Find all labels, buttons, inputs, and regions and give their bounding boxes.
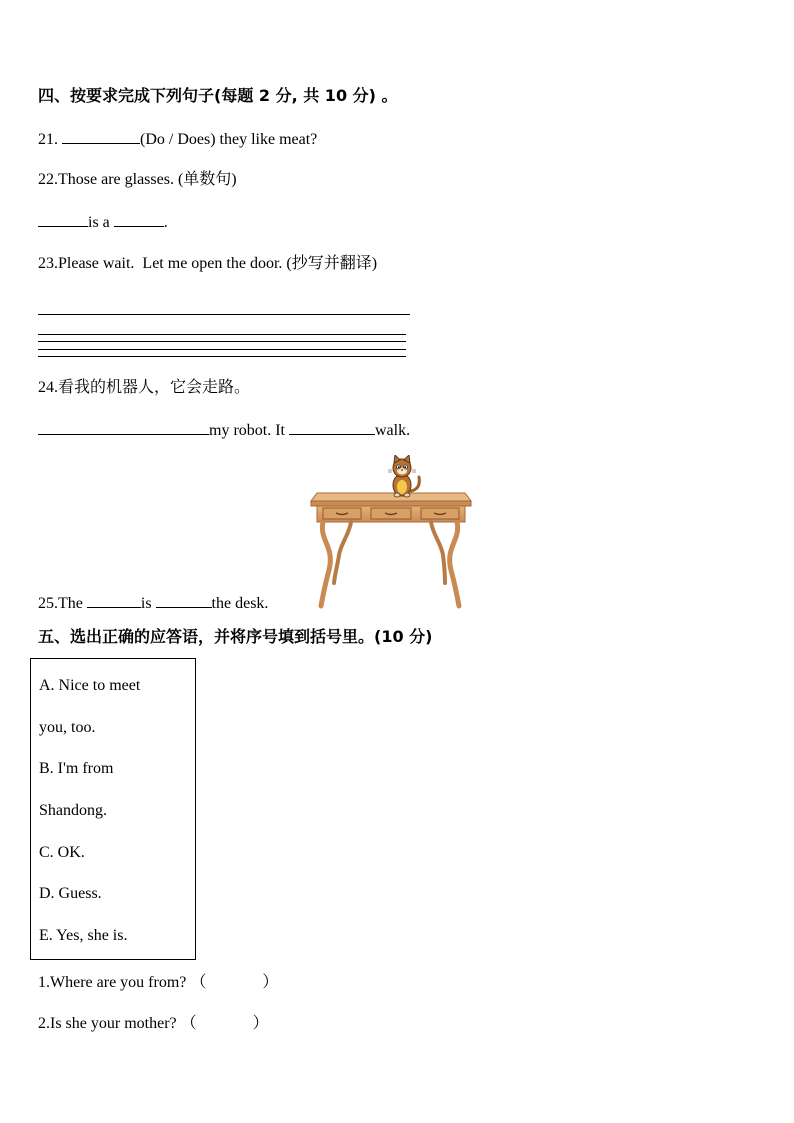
dialogue-question-1	[38, 973, 278, 993]
question-23-prompt: 23.Please wait. Let me open the door. (抄写并翻译)	[38, 255, 378, 272]
answer-blank[interactable]	[62, 129, 140, 144]
question-22-part2: .	[163, 214, 168, 231]
question-21-text: (Do / Does) they like meat?	[140, 131, 318, 148]
question-24-part2: walk.	[375, 422, 411, 439]
answer-blank[interactable]	[38, 420, 209, 435]
translation-line[interactable]	[38, 356, 406, 357]
answer-paren-open: （	[180, 1015, 197, 1032]
copy-line[interactable]	[38, 314, 410, 315]
cat-on-desk-illustration	[305, 455, 475, 610]
question-22-prompt: 22.Those are glasses. (单数句)	[38, 171, 237, 188]
question-24-part1: my robot. It	[209, 422, 285, 439]
dialogue-question-2	[38, 1014, 269, 1034]
dialogue-question-1-text: 1.Where are you from?	[38, 974, 187, 991]
question-25-part2: is	[140, 595, 152, 612]
option-e: E. Yes, she is.	[39, 927, 128, 944]
option-a-line2: you, too.	[39, 719, 96, 736]
question-21	[38, 129, 317, 150]
question-24-prompt: 24.看我的机器人，它会走路。	[38, 379, 251, 396]
answer-paren-close: ）	[252, 1015, 269, 1032]
translation-line[interactable]	[38, 349, 406, 350]
question-25-part3: the desk.	[211, 595, 269, 612]
answer-blank[interactable]	[38, 212, 88, 227]
question-22-answer	[38, 212, 168, 233]
option-b-line1: B. I'm from	[39, 760, 114, 777]
question-25-part1: 25.The	[38, 595, 83, 612]
answer-blank[interactable]	[289, 420, 375, 435]
answer-paren-open: （	[190, 974, 207, 991]
translation-line[interactable]	[38, 341, 406, 342]
question-22-part1: is a	[88, 214, 110, 231]
answer-blank[interactable]	[114, 212, 164, 227]
desk-icon	[311, 493, 471, 606]
section4-title: 四、按要求完成下列句子(每题 2 分, 共 10 分) 。	[38, 86, 398, 105]
cat-icon	[388, 455, 419, 497]
answer-blank[interactable]	[87, 593, 141, 608]
option-d: D. Guess.	[39, 885, 102, 902]
translation-line[interactable]	[38, 334, 406, 335]
option-a-line1: A. Nice to meet	[39, 677, 141, 694]
answer-blank[interactable]	[156, 593, 212, 608]
option-c: C. OK.	[39, 844, 85, 861]
section5-title: 五、选出正确的应答语，并将序号填到括号里。(10 分)	[38, 627, 433, 646]
option-b-line2: Shandong.	[39, 802, 107, 819]
dialogue-question-2-text: 2.Is she your mother?	[38, 1015, 177, 1032]
options-box	[30, 658, 196, 960]
answer-paren-close: ）	[262, 974, 279, 991]
question-25	[38, 593, 268, 614]
question-24-answer	[38, 420, 410, 441]
question-21-number: 21.	[38, 131, 58, 148]
